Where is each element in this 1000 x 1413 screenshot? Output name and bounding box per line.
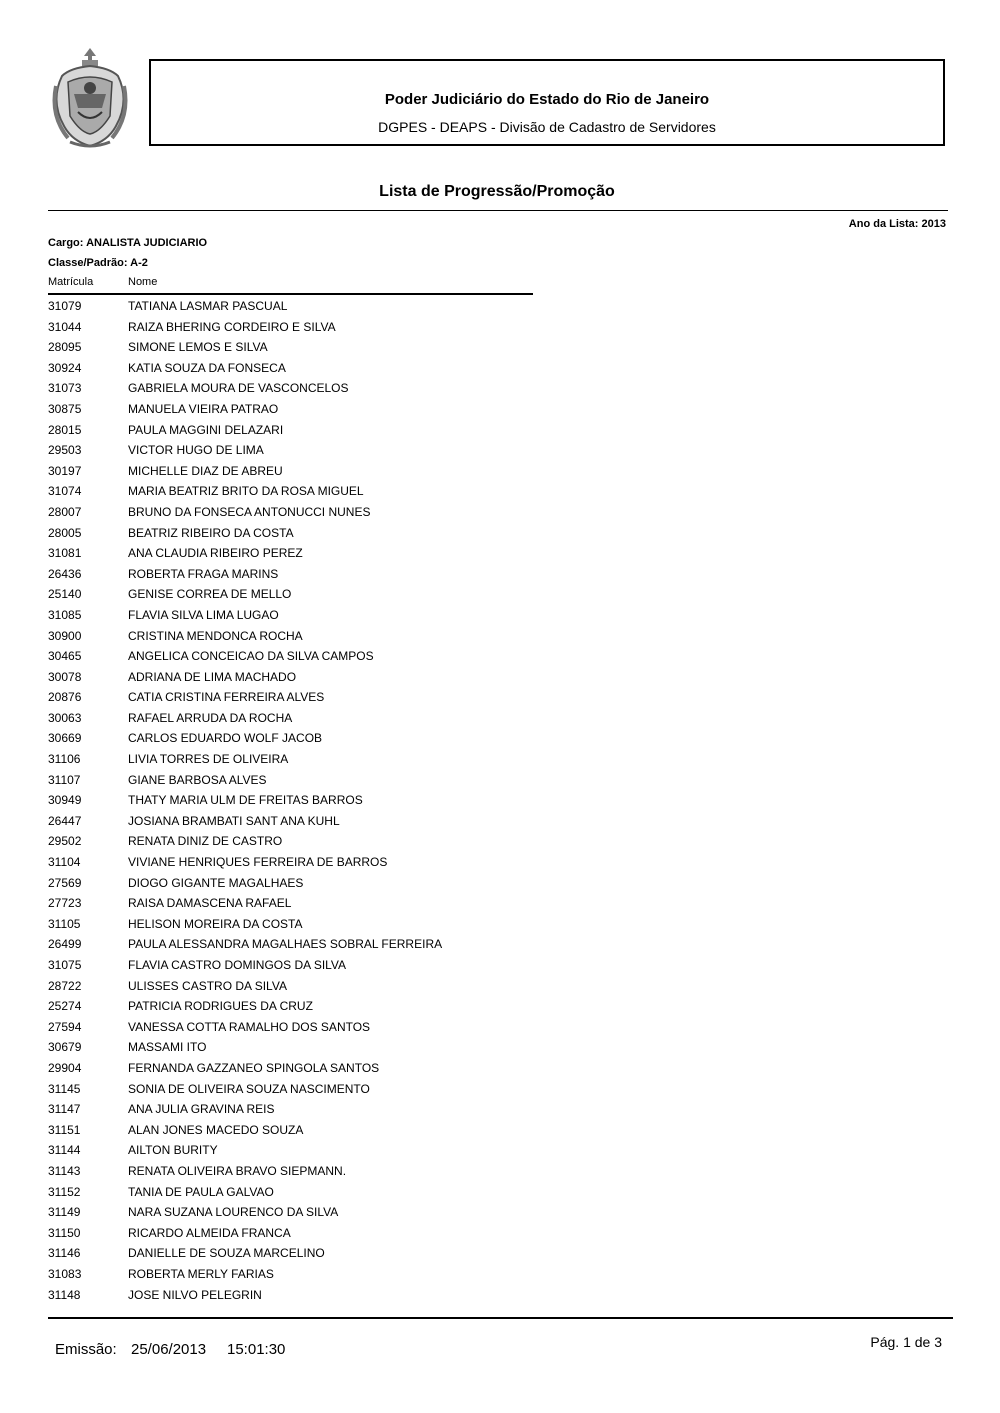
matricula-cell: 28015 xyxy=(48,422,82,437)
title-divider xyxy=(48,210,948,211)
table-row xyxy=(48,481,648,502)
table-row xyxy=(48,358,648,379)
nome-cell: CATIA CRISTINA FERREIRA ALVES xyxy=(128,690,325,705)
matricula-cell: 26447 xyxy=(48,813,82,828)
page-number: Pág. 1 de 3 xyxy=(870,1334,942,1350)
matricula-cell: 27723 xyxy=(48,896,82,911)
matricula-cell: 31145 xyxy=(48,1081,81,1096)
matricula-cell: 31148 xyxy=(48,1287,81,1302)
table-row xyxy=(48,1202,648,1223)
table-row xyxy=(48,1285,648,1306)
nome-cell: NARA SUZANA LOURENCO DA SILVA xyxy=(128,1205,339,1220)
table-row xyxy=(48,811,648,832)
nome-cell: FLAVIA SILVA LIMA LUGAO xyxy=(128,607,279,622)
nome-cell: GENISE CORREA DE MELLO xyxy=(128,587,292,602)
matricula-cell: 28722 xyxy=(48,978,82,993)
nome-cell: PAULA ALESSANDRA MAGALHAES SOBRAL FERREIRA xyxy=(128,937,443,952)
nome-cell: RAFAEL ARRUDA DA ROCHA xyxy=(128,710,293,725)
matricula-cell: 26436 xyxy=(48,566,82,581)
nome-cell: THATY MARIA ULM DE FREITAS BARROS xyxy=(128,793,363,808)
nome-cell: ANA CLAUDIA RIBEIRO PEREZ xyxy=(128,546,303,561)
matricula-cell: 31144 xyxy=(48,1143,81,1158)
table-row xyxy=(48,708,648,729)
matricula-cell: 29904 xyxy=(48,1060,82,1075)
nome-cell: PAULA MAGGINI DELAZARI xyxy=(128,422,284,437)
table-row xyxy=(48,523,648,544)
matricula-cell: 31146 xyxy=(48,1246,81,1261)
table-row xyxy=(48,564,648,585)
nome-cell: ANA JULIA GRAVINA REIS xyxy=(128,1102,275,1117)
nome-cell: MASSAMI ITO xyxy=(128,1040,207,1055)
nome-cell: BRUNO DA FONSECA ANTONUCCI NUNES xyxy=(128,504,371,519)
table-row xyxy=(48,584,648,605)
table-row xyxy=(48,296,648,317)
table-row xyxy=(48,770,648,791)
nome-cell: TATIANA LASMAR PASCUAL xyxy=(128,299,288,313)
nome-cell: ANGELICA CONCEICAO DA SILVA CAMPOS xyxy=(128,649,374,664)
nome-cell: DANIELLE DE SOUZA MARCELINO xyxy=(128,1246,325,1261)
matricula-cell: 30063 xyxy=(48,710,82,725)
table-row xyxy=(48,626,648,647)
matricula-cell: 31074 xyxy=(48,484,82,499)
nome-cell: JOSE NILVO PELEGRIN xyxy=(128,1287,262,1302)
matricula-cell: 31152 xyxy=(48,1184,81,1199)
table-row xyxy=(48,1140,648,1161)
table-row xyxy=(48,852,648,873)
nome-cell: ROBERTA MERLY FARIAS xyxy=(128,1266,274,1281)
emission-time: 15:01:30 xyxy=(227,1341,286,1358)
table-row xyxy=(48,914,648,935)
matricula-cell: 30949 xyxy=(48,793,82,808)
table-row xyxy=(48,440,648,461)
nome-cell: MARIA BEATRIZ BRITO DA ROSA MIGUEL xyxy=(128,484,364,499)
table-row xyxy=(48,728,648,749)
department-subtitle: DGPES - DEAPS - Divisão de Cadastro de Servidores xyxy=(378,119,716,135)
table-row xyxy=(48,543,648,564)
nome-cell: FERNANDA GAZZANEO SPINGOLA SANTOS xyxy=(128,1060,380,1075)
matricula-cell: 31143 xyxy=(48,1163,81,1178)
emission-label: Emissão: xyxy=(55,1341,117,1358)
table-row xyxy=(48,646,648,667)
header-box xyxy=(149,59,945,146)
classe-label: Classe/Padrão: A-2 xyxy=(48,257,148,269)
table-row xyxy=(48,1099,648,1120)
table-row xyxy=(48,1079,648,1100)
matricula-cell: 31147 xyxy=(48,1102,81,1117)
nome-cell: FLAVIA CASTRO DOMINGOS DA SILVA xyxy=(128,958,347,972)
footer-divider xyxy=(48,1317,953,1319)
matricula-cell: 31105 xyxy=(48,916,81,931)
matricula-cell: 31104 xyxy=(48,855,81,870)
matricula-cell: 30924 xyxy=(48,360,82,375)
matricula-cell: 27594 xyxy=(48,1019,82,1034)
matricula-cell: 31151 xyxy=(48,1122,81,1137)
table-row xyxy=(48,1017,648,1038)
matricula-cell: 29503 xyxy=(48,443,82,458)
nome-cell: PATRICIA RODRIGUES DA CRUZ xyxy=(128,999,313,1014)
institution-title: Poder Judiciário do Estado do Rio de Janeiro xyxy=(384,91,710,108)
nome-cell: SONIA DE OLIVEIRA SOUZA NASCIMENTO xyxy=(128,1081,370,1096)
table-row xyxy=(48,873,648,894)
table-row xyxy=(48,1058,648,1079)
matricula-cell: 29502 xyxy=(48,834,82,849)
page-title: Lista de Progressão/Promoção xyxy=(379,183,615,200)
table-row xyxy=(48,996,648,1017)
table-row xyxy=(48,790,648,811)
list-year: Ano da Lista: 2013 xyxy=(848,218,946,230)
table-row xyxy=(48,378,648,399)
table-row xyxy=(48,461,648,482)
matricula-cell: 31081 xyxy=(48,546,82,561)
nome-cell: VANESSA COTTA RAMALHO DOS SANTOS xyxy=(128,1019,371,1034)
header-divider xyxy=(48,293,533,295)
column-header-matricula: Matrícula xyxy=(48,276,94,288)
matricula-cell: 30197 xyxy=(48,463,82,478)
matricula-cell: 31079 xyxy=(48,299,82,313)
nome-cell: JOSIANA BRAMBATI SANT ANA KUHL xyxy=(128,813,340,828)
matricula-cell: 31149 xyxy=(48,1205,81,1220)
table-row xyxy=(48,831,648,852)
table-row xyxy=(48,893,648,914)
nome-cell: ULISSES CASTRO DA SILVA xyxy=(128,978,287,993)
matricula-cell: 30078 xyxy=(48,669,82,684)
matricula-cell: 28007 xyxy=(48,504,82,519)
matricula-cell: 31085 xyxy=(48,607,82,622)
table-row xyxy=(48,605,648,626)
matricula-cell: 30669 xyxy=(48,731,82,746)
table-row xyxy=(48,1223,648,1244)
table-row xyxy=(48,399,648,420)
nome-cell: GABRIELA MOURA DE VASCONCELOS xyxy=(128,381,349,396)
table-row xyxy=(48,1120,648,1141)
column-header-nome: Nome xyxy=(128,276,158,288)
matricula-cell: 28095 xyxy=(48,340,82,355)
matricula-cell: 30679 xyxy=(48,1040,82,1055)
table-row xyxy=(48,1182,648,1203)
nome-cell: RICARDO ALMEIDA FRANCA xyxy=(128,1225,291,1240)
table-row xyxy=(48,1264,648,1285)
nome-cell: DIOGO GIGANTE MAGALHAES xyxy=(128,875,304,890)
nome-cell: TANIA DE PAULA GALVAO xyxy=(128,1184,274,1199)
table-row xyxy=(48,502,648,523)
matricula-cell: 31044 xyxy=(48,319,82,334)
table-row xyxy=(48,749,648,770)
matricula-cell: 31107 xyxy=(48,772,81,787)
nome-cell: ALAN JONES MACEDO SOUZA xyxy=(128,1122,304,1137)
nome-cell: SIMONE LEMOS E SILVA xyxy=(128,340,268,355)
nome-cell: RAIZA BHERING CORDEIRO E SILVA xyxy=(128,319,336,334)
cargo-label: Cargo: ANALISTA JUDICIARIO xyxy=(48,237,208,249)
matricula-cell: 28005 xyxy=(48,525,82,540)
coat-of-arms-seal xyxy=(48,46,132,150)
nome-cell: GIANE BARBOSA ALVES xyxy=(128,772,267,787)
nome-cell: MICHELLE DIAZ DE ABREU xyxy=(128,463,283,478)
emission-date: 25/06/2013 xyxy=(131,1341,207,1358)
nome-cell: KATIA SOUZA DA FONSECA xyxy=(128,360,286,375)
table-row xyxy=(48,667,648,688)
nome-cell: ROBERTA FRAGA MARINS xyxy=(128,566,279,581)
nome-cell: BEATRIZ RIBEIRO DA COSTA xyxy=(128,525,294,540)
matricula-cell: 20876 xyxy=(48,690,82,705)
table-row xyxy=(48,1161,648,1182)
matricula-cell: 26499 xyxy=(48,937,82,952)
nome-cell: AILTON BURITY xyxy=(128,1143,218,1158)
matricula-cell: 31150 xyxy=(48,1225,81,1240)
employee-list xyxy=(48,296,648,1305)
nome-cell: RENATA DINIZ DE CASTRO xyxy=(128,834,283,849)
matricula-cell: 25140 xyxy=(48,587,82,602)
matricula-cell: 25274 xyxy=(48,999,82,1014)
table-row xyxy=(48,420,648,441)
matricula-cell: 31073 xyxy=(48,381,82,396)
nome-cell: RAISA DAMASCENA RAFAEL xyxy=(128,896,292,911)
nome-cell: RENATA OLIVEIRA BRAVO SIEPMANN. xyxy=(128,1163,347,1178)
matricula-cell: 30875 xyxy=(48,401,82,416)
table-row xyxy=(48,1037,648,1058)
matricula-cell: 30465 xyxy=(48,649,82,664)
table-row xyxy=(48,317,648,338)
table-row xyxy=(48,1243,648,1264)
nome-cell: LIVIA TORRES DE OLIVEIRA xyxy=(128,752,289,767)
table-row xyxy=(48,337,648,358)
nome-cell: VICTOR HUGO DE LIMA xyxy=(128,443,264,458)
matricula-cell: 31083 xyxy=(48,1266,82,1281)
nome-cell: MANUELA VIEIRA PATRAO xyxy=(128,401,279,416)
matricula-cell: 27569 xyxy=(48,875,82,890)
matricula-cell: 30900 xyxy=(48,628,82,643)
table-row xyxy=(48,976,648,997)
table-row xyxy=(48,955,648,976)
nome-cell: CRISTINA MENDONCA ROCHA xyxy=(128,628,303,643)
nome-cell: CARLOS EDUARDO WOLF JACOB xyxy=(128,731,323,746)
matricula-cell: 31075 xyxy=(48,958,82,972)
matricula-cell: 31106 xyxy=(48,752,81,767)
nome-cell: HELISON MOREIRA DA COSTA xyxy=(128,916,303,931)
nome-cell: VIVIANE HENRIQUES FERREIRA DE BARROS xyxy=(128,855,388,870)
table-row xyxy=(48,934,648,955)
table-row xyxy=(48,687,648,708)
nome-cell: ADRIANA DE LIMA MACHADO xyxy=(128,669,297,684)
